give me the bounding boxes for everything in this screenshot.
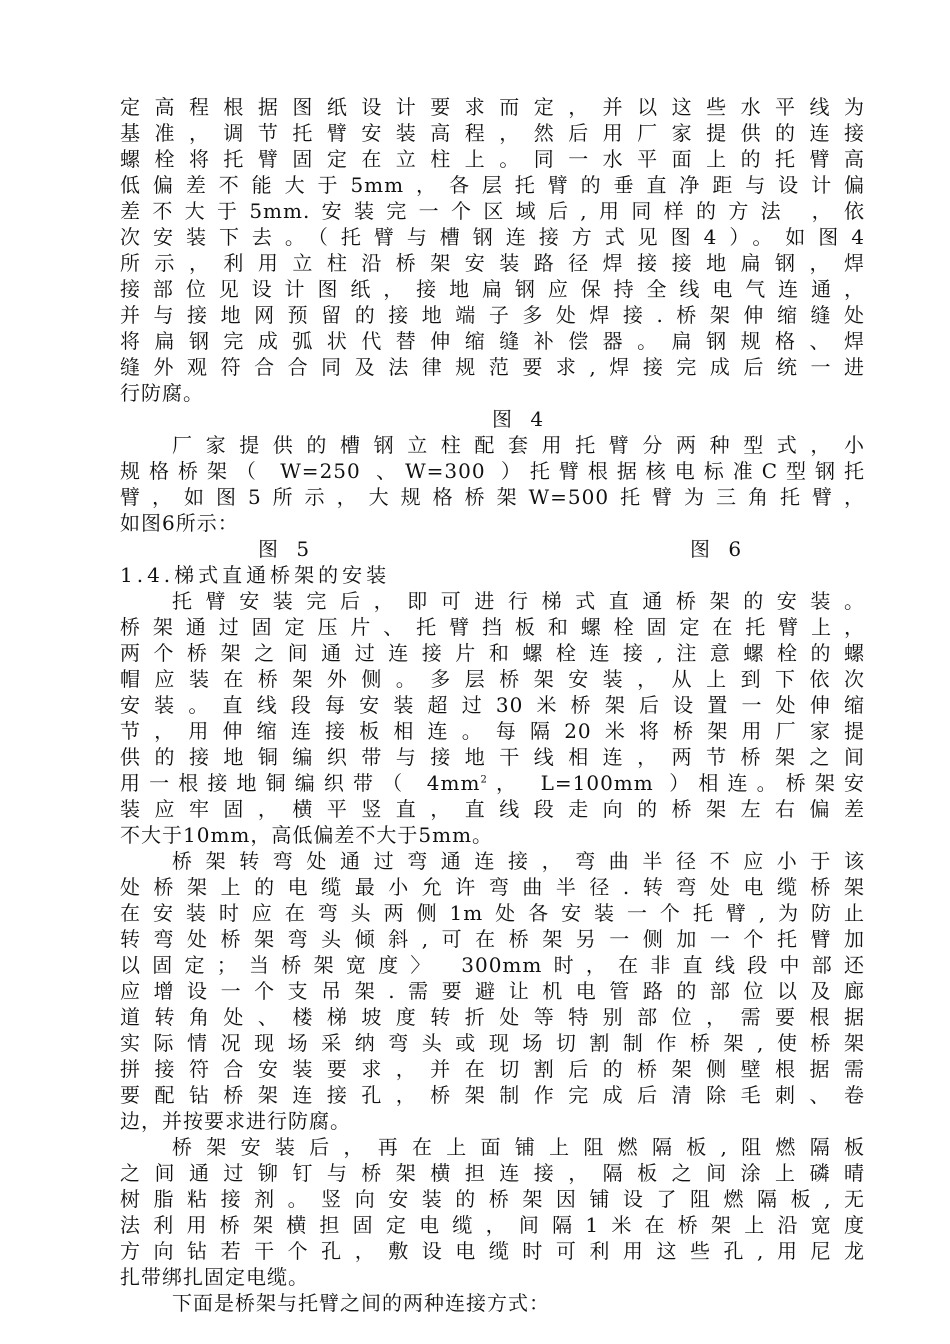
text-line: 接部位见设计图纸，接地扁钢应保持全线电气连通， — [120, 277, 865, 301]
text-line: 托臂安装完后，即可进行梯式直通桥架的安装。 — [172, 589, 865, 613]
text-line: 安装。直线段每安装超过30米桥架后设置一处伸缩 — [120, 693, 865, 717]
text-line: 法利用桥架横担固定电缆，间隔1米在桥架上沿宽度 — [120, 1213, 865, 1237]
text-line: 规格桥架（ W=250 、W=300 ）托臂根据核电标准C型钢托 — [120, 459, 865, 483]
text-line: 转弯处桥架弯头倾斜,可在桥架另一侧加一个托臂加 — [120, 927, 865, 951]
text-line: 所示，利用立柱沿桥架安装路径焊接接地扁钢，焊 — [120, 251, 865, 275]
text-line: 在安装时应在弯头两侧1m处各安装一个托臂,为防止 — [120, 901, 865, 925]
text-line: 桥架通过固定压片、托臂挡板和螺栓固定在托臂上， — [120, 615, 865, 639]
text-line: 扎带绑扎固定电缆。 — [120, 1265, 309, 1289]
text-line: 两个桥架之间通过连接片和螺栓连接,注意螺栓的螺 — [120, 641, 865, 665]
text-line: 应增设一个支吊架.需要避让机电管路的部位以及廊 — [120, 979, 865, 1003]
text-line: 桥架转弯处通过弯通连接，弯曲半径不应小于该 — [172, 849, 865, 873]
text-line: 拼接符合安装要求，并在切割后的桥架侧壁根据需 — [120, 1057, 865, 1081]
figure-5-caption: 图 5 — [258, 537, 316, 561]
text-line: 并与接地网预留的接地端子多处焊接.桥架伸缩缝处 — [120, 303, 865, 327]
text-line: 之间通过铆钉与桥架横担连接，隔板之间涂上磷晴 — [120, 1161, 865, 1185]
text-line: 次安装下去。（托臂与槽钢连接方式见图4）。如图4 — [120, 225, 865, 249]
text-line: 节，用伸缩连接板相连。每隔20米将桥架用厂家提 — [120, 719, 865, 743]
text-segment: ， L=100mm ）相连。桥架安 — [487, 771, 865, 795]
text-line: 不大于10mm，高低偏差不大于5mm。 — [120, 823, 494, 847]
text-line: 如图6所示： — [120, 511, 239, 535]
text-line: 供的接地铜编织带与接地干线相连，两节桥架之间 — [120, 745, 865, 769]
text-line: 处桥架上的电缆最小允许弯曲半径.转弯处电缆桥架 — [120, 875, 865, 899]
text-line: 实际情况现场采纳弯头或现场切割制作桥架,使桥架 — [120, 1031, 865, 1055]
figure-4-caption: 图 4 — [492, 407, 550, 431]
text-line: 臂，如图5所示，大规格桥架W=500托臂为三角托臂， — [120, 485, 865, 509]
text-line: 行防腐。 — [120, 381, 204, 405]
text-line: 差不大于5mm.安装完一个区域后,用同样的方法 ，依 — [120, 199, 865, 223]
text-line: 帽应装在桥架外侧。多层桥架安装，从上到下依次 — [120, 667, 865, 691]
text-line: 低偏差不能大于5mm，各层托臂的垂直净距与设计偏 — [120, 173, 865, 197]
text-segment: 用一根接地铜编织带（ 4mm — [120, 771, 481, 795]
text-line: 下面是桥架与托臂之间的两种连接方式： — [172, 1291, 550, 1315]
figure-6-caption: 图 6 — [690, 537, 748, 561]
text-line — [120, 770, 865, 796]
text-line: 方向钻若干个孔，敷设电缆时可利用这些孔,用尼龙 — [120, 1239, 865, 1263]
text-line: 装应牢固，横平竖直，直线段走向的桥架左右偏差 — [120, 797, 865, 821]
text-line: 缝外观符合合同及法律规范要求,焊接完成后统一进 — [120, 355, 865, 379]
text-line: 要配钻桥架连接孔，桥架制作完成后清除毛刺、卷 — [120, 1083, 865, 1107]
text-line: 将扁钢完成弧状代替伸缩缝补偿器。扁钢规格、焊 — [120, 329, 865, 353]
text-line: 定高程根据图纸设计要求而定，并以这些水平线为 — [120, 95, 865, 119]
section-heading: 1.4.梯式直通桥架的安装 — [120, 563, 391, 587]
text-line: 道转角处、楼梯坡度转折处等特别部位，需要根据 — [120, 1005, 865, 1029]
text-line: 树脂粘接剂。竖向安装的桥架因铺设了阻燃隔板,无 — [120, 1187, 865, 1211]
text-line: 桥架安装后，再在上面铺上阻燃隔板,阻燃隔板 — [172, 1135, 865, 1159]
text-line: 以固定；当桥架宽度〉 300mm时，在非直线段中部还 — [120, 953, 865, 977]
text-line: 厂家提供的槽钢立柱配套用托臂分两种型式，小 — [172, 433, 865, 457]
text-line: 基准，调节托臂安装高程，然后用厂家提供的连接 — [120, 121, 865, 145]
superscript: 2 — [480, 774, 488, 786]
text-line: 边，并按要求进行防腐。 — [120, 1109, 351, 1133]
text-line: 螺栓将托臂固定在立柱上。同一水平面上的托臂高 — [120, 147, 865, 171]
